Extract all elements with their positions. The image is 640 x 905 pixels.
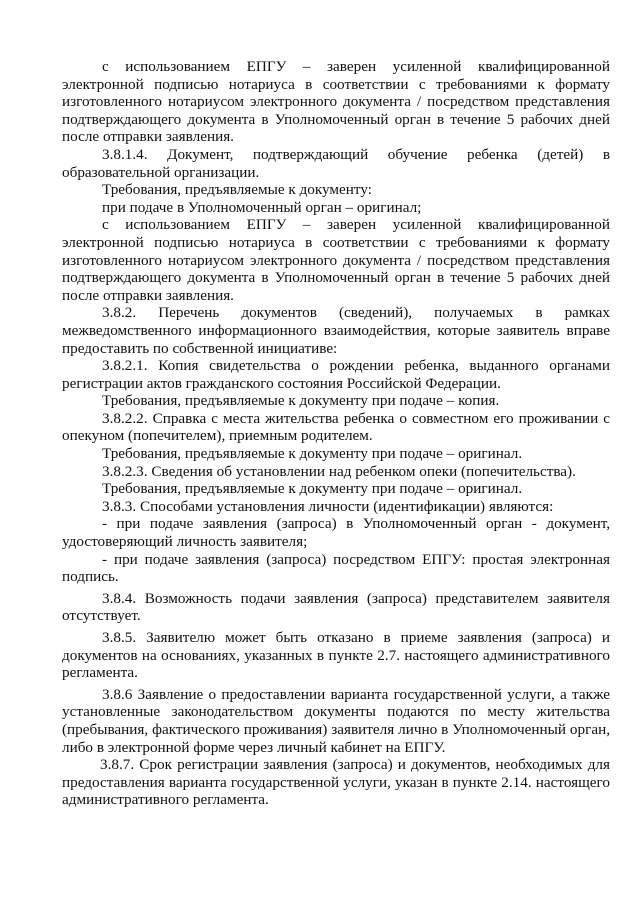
paragraph-epgu-notary-1: с использованием ЕПГУ – заверен усиленной квалифицированной электронной подписью нотариуса в соответствии с требованиями к формату изготовленного нотариусом электронного документа / посредством представления подтверждающего документа в Уполномоченный орган в течение 5 рабочих дней после отправки заявления. (62, 58, 610, 146)
paragraph-3-8-5: 3.8.5. Заявителю может быть отказано в приеме заявления (запроса) и документов на основаниях, указанных в пункте 2.7. настоящего административного регламента. (62, 629, 610, 682)
paragraph-3-8-2: 3.8.2. Перечень документов (сведений), получаемых в рамках межведомственного информационного взаимодействия, которые заявитель вправе предоставить по собственной инициативе: (62, 304, 610, 357)
paragraph-submit-original: при подаче в Уполномоченный орган – оригинал; (102, 198, 422, 216)
paragraph-id-authority: - при подаче заявления (запроса) в Уполномоченный орган - документ, удостоверяющий личность заявителя; (62, 515, 610, 551)
paragraph-3-8-6: 3.8.6 Заявление о предоставлении варианта государственной услуги, а также установленные законодательством документы подаются по месту жительства (пребывания, фактического проживания) заявителя лично в Уполномоченный орган, либо в электронной форме через личный кабинет на ЕПГУ. (62, 685, 610, 756)
paragraph-3-8-4: 3.8.4. Возможность подачи заявления (запроса) представителем заявителя отсутствует. (62, 589, 610, 625)
paragraph-3-8-2-2: 3.8.2.2. Справка с места жительства ребенка о совместном его проживании с опекуном (попечителем), приемным родителем. (62, 409, 610, 445)
paragraph-id-epgu: - при подаче заявления (запроса) посредством ЕПГУ: простая электронная подпись. (62, 550, 610, 586)
paragraph-3-8-3: 3.8.3. Способами установления личности (идентификации) являются: (102, 497, 554, 515)
paragraph-req-copy: Требования, предъявляемые к документу при подаче – копия. (102, 392, 500, 410)
paragraph-3-8-2-3: 3.8.2.3. Сведения об установлении над ребенком опеки (попечительства). (102, 462, 576, 480)
paragraph-3-8-1-4: 3.8.1.4. Документ, подтверждающий обучение ребенка (детей) в образовательной организации. (62, 145, 610, 181)
document-body (62, 58, 610, 809)
paragraph-requirements-heading: Требования, предъявляемые к документу: (102, 181, 372, 199)
paragraph-3-8-2-1: 3.8.2.1. Копия свидетельства о рождении ребенка, выданного органами регистрации актов гражданского состояния Российской Федерации. (62, 357, 610, 392)
paragraph-epgu-notary-2: с использованием ЕПГУ – заверен усиленной квалифицированной электронной подписью нотариуса в соответствии с требованиями к формату изготовленного нотариусом электронного документа / посредством представления подтверждающего документа в Уполномоченный орган в течение 5 рабочих дней после отправки заявления. (62, 216, 610, 304)
paragraph-3-8-7: 3.8.7. Срок регистрации заявления (запроса) и документов, необходимых для предоставления варианта государственной услуги, указан в пункте 2.14. настоящего административного регламента. (62, 756, 610, 809)
paragraph-req-original-2: Требования, предъявляемые к документу при подаче – оригинал. (102, 480, 523, 498)
paragraph-req-original-1: Требования, предъявляемые к документу при подаче – оригинал. (102, 445, 523, 463)
